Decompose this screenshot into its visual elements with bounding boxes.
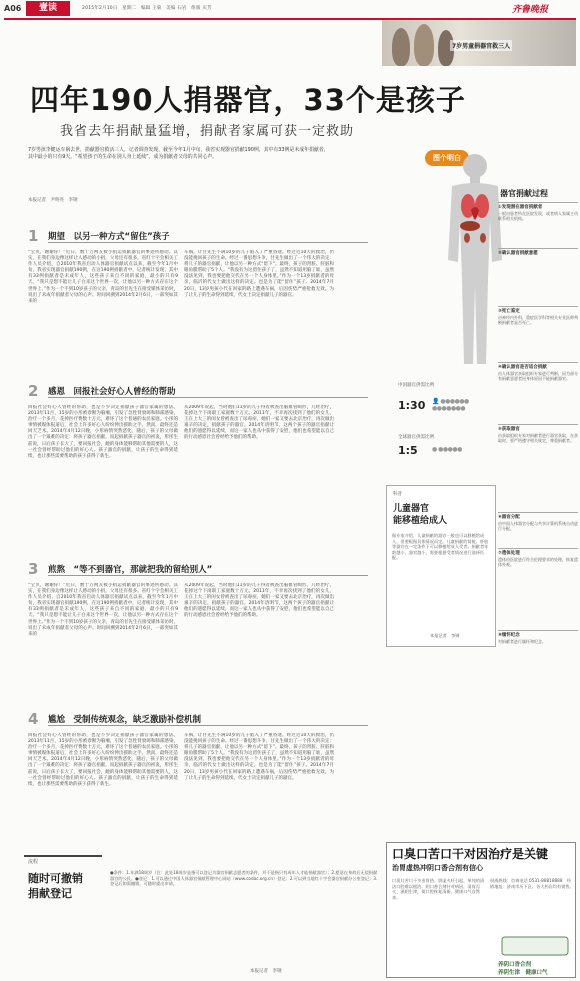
lead-paragraph: 7岁男孩李健运车祸去世，捐献器官救活三人，记者调查发现，截至今年1月中旬，我省实现器官捐献190例，其中有33例是未成年捐献者，其中最小的只有9天。“希望孩子的生命在别人身上延续”，成为捐献者父母的共同心声。 xyxy=(28,147,329,160)
section-heading-2 xyxy=(28,382,388,398)
process-step xyxy=(498,548,578,568)
process-step xyxy=(498,512,578,532)
process-step xyxy=(498,248,578,257)
section-heading-1 xyxy=(28,227,388,243)
ad-subtitle: 治胃虚热冲阴口香合剂有信心 xyxy=(392,864,483,872)
people-icons: ● ●●●●● xyxy=(432,446,462,453)
process-step xyxy=(498,424,578,444)
step-label: ③死亡鉴定 xyxy=(498,309,520,314)
step-description: 由人体器官获取组织专家进行判断，因为部分有捐献意愿者因身体原因不能捐献器官。 xyxy=(498,371,578,382)
page-number: A06 xyxy=(4,4,22,13)
step-label: ①发现潜在器官捐献者 xyxy=(498,205,543,210)
world-ratio-value: 1:5 xyxy=(398,444,418,457)
people-icons: 👤 ●●●●●● ●●●●●●● xyxy=(432,398,469,412)
section-title: 感恩 回报社会好心人曾经的帮助 xyxy=(48,387,176,397)
article-column: “宝贝，谢谢你！”近日，数十万网友被小捐运捐献器官的事迹所感动。其实，在我们身边像这样让人感动的小捐，父母还有很多。省红十字会相关工作人员介绍，自2010年我省启动人体器官捐献试点以来，截至今年1月中旬，我省实现器官捐献190例，在这190例捐献者中，记者统计发现，其中有33例捐献者是未成年人，这些孩子来自不同的家庭，最小的只有9天。“我只是想不能让儿子白来这个世界一次，让他以另一种方式存在这个世界上。”作为一个不到10岁孩子的父亲，青岛的甘先生在接受媒体采访时，说出了未成年捐献者父母的心声。时间回溯到2014年2月6日，一部突如其来的 xyxy=(28,250,178,304)
product-bottle-icon xyxy=(498,935,572,957)
headline: 四年190人捐器官，33个是孩子 xyxy=(30,83,466,117)
process-step xyxy=(498,630,578,644)
article-column: 从2009年说起，当时他们11岁的儿子得者被查出脑血管畸形，几经治疗，花掉这个下岗职工家庭数十万元。2011年，不幸再次找到了他们的女儿，王在上大三的闺女曾被查出了尿毒症，她们一家又要去北京治疗，再次做出艰辛的决定，捐献孩子的器官。2014年清明节，这两个孩子的器官捐献让他们的遗愿得以延续，而这一家人也从中获得了安慰，他们也希望能以自己的行动感恩社会曾经给予他们的帮助。 xyxy=(184,583,334,619)
sidebar-body: 据专家介绍，儿童捐献的器官一般也可以移植给成人，但要根据具体情况而定。儿童捐献的肾脏、肝脏等器官在一定条件下可以移植给成人受者。捐献者年龄越小，器官越小，需要根据受者情况进行选择匹配。 xyxy=(392,533,489,561)
sidebar-kicker: 科普 xyxy=(393,492,402,497)
section-title: 期望 以另一种方式“留住”孩子 xyxy=(48,232,170,242)
article-column: 回报社会好心人曾经的帮助，也是不少决定捐献孩子器官家属的想法。2013年11月，15岁的小彤被诊断为脑瘤，引发了急性肾衰竭和肺部感染，治疗一个多月，花掉医疗费数十万元，难坏了这个普通的农民家庭。小彤的事情被媒体报道后，社会上许多好心人纷纷伸出援助之手，然而，最终还是回天乏术。2014年4月12日晚，小彤病情突然恶化，随后，孩子的父母做出了一个艰难的决定：将孩子器官捐献，说起捐献孩子器官的初衷，彤彤生前说，日后孩子长大了，要回报社会，她的身体能够帮助其他需要的人，这一社会曾经帮助过他们的好心人。孩子器官的捐献，让孩子的生命得到延续，也让那些需要帮助的孩子获得了新生。 xyxy=(28,733,178,787)
section-title: 尴尬 受制传统观念，缺乏激励补偿机制 xyxy=(48,715,202,725)
process-step xyxy=(498,306,578,326)
info-graphic-tag: 图个明白 xyxy=(425,150,469,166)
section-heading-4 xyxy=(28,710,388,726)
process-step xyxy=(498,202,578,222)
section-number: 1 xyxy=(28,227,39,245)
step-description: 由神经内外科、重症医学科等相关专业医师判断捐献者是否死亡。 xyxy=(498,315,578,326)
ad-contact: 权威热线：咨询电话 0531-88818888 经销地址：济南市历下区。各大药店均有销售。 xyxy=(490,878,574,889)
ad-product-box xyxy=(498,935,572,977)
process-step xyxy=(498,362,578,382)
step-label: ②确认器官捐献意愿 xyxy=(498,251,538,256)
step-label: ⑦遗体处理 xyxy=(498,551,520,556)
process-title: 器官捐献过程 xyxy=(500,189,548,198)
article-column: “宝贝，谢谢你！”近日，数十万网友被小捐运捐献器官的事迹所感动。其实，在我们身边像这样让人感动的小捐，父母还有很多。省红十字会相关工作人员介绍，自2010年我省启动人体器官捐献试点以来，截至今年1月中旬，我省实现器官捐献190例，在这190例捐献者中，记者统计发现，其中有33例捐献者是未成年人，这些孩子来自不同的家庭，最小的只有9天。“我只是想不能让儿子白来这个世界一次，让他以另一种方式存在这个世界上。”作为一个不到10岁孩子的父亲，青岛的甘先生在接受媒体采访时，说出了未成年捐献者父母的心声。时间回溯到2014年2月6日，一部突如其来的 xyxy=(28,583,178,637)
china-ratio-value: 1:30 xyxy=(398,399,426,412)
bottom-byline: 本报记者 李钢 xyxy=(250,969,282,974)
section-number: 2 xyxy=(28,382,39,400)
section-number: 4 xyxy=(28,710,39,728)
byline: 本报记者 尹明亮 李钢 xyxy=(28,198,78,203)
step-label: ⑥器官分配 xyxy=(498,515,520,520)
article-column: 车祸，让甘先生不满10岁的儿子陷入了严重昏迷。经过近10天的救治，仍没能挽回孩子的生命。经过一番思想斗争，甘先生做出了一个伟大的决定：将儿子的器官捐献，让他以另一种方式“留下”。最终，孩子的肾脏、肝脏和眼角膜帮助了5个人。“我没有为这留住孩子了，虽然不知道用脑了谁，虽然没法见到，我也要把他交代在另一个人身体里。”作为一个13岁捐献者的母亲，临沂的代女士做出这样的决定。也是为了能“留住”孩子。2014年7月20日，13岁男孩小代在回家的路上遭遇车祸，后因伤势严重抢救无效。为了让儿子的生命得到延续，代女士决定捐献儿子的器官。 xyxy=(184,733,334,781)
section-title: 煎熬 “等不到器官，那就把我的留给别人” xyxy=(48,565,213,575)
step-description: 一般由患者所在医院发现，或者病人家属主动联系相关机构。 xyxy=(498,211,578,222)
section-number: 3 xyxy=(28,560,39,578)
process-box-title: 随时可撤销 捐献登记 xyxy=(28,872,83,900)
china-ratio-title: 中国器官供需比例 xyxy=(398,383,434,388)
article-column: 回报社会好心人曾经的帮助，也是不少决定捐献孩子器官家属的想法。2013年11月，15岁的小彤被诊断为脑瘤，引发了急性肾衰竭和肺部感染，治疗一个多月，花掉医疗费数十万元，难坏了这个普通的农民家庭。小彤的事情被媒体报道后，社会上许多好心人纷纷伸出援助之手，然而，最终还是回天乏术。2014年4月12日晚，小彤病情突然恶化，随后，孩子的父母做出了一个艰难的决定：将孩子器官捐献，说起捐献孩子器官的初衷，彤彤生前说，日后孩子长大了，要回报社会，她的身体能够帮助其他需要的人，这一社会曾经帮助过他们的好心人。孩子器官的捐献，让孩子的生命得到延续，也让那些需要帮助的孩子获得了新生。 xyxy=(28,405,178,459)
human-body-organ-figure xyxy=(440,150,510,368)
registration-notice: ●条件：1.年满18周岁（注：此处18周岁是指可以登记为器官捐献志愿者的条件，并不是指只有成年人才能捐献器官）；2.愿意在身故后无偿捐献器官的公民。●登记：1.可以通过中国人体器官捐献管理中心网站（www.codac.org.cn）登记；2.可以到当地红十字会器官捐献办公室登记；3.登记后如需撤销，可随时提出申请。 xyxy=(110,870,378,887)
ad-body: 口臭口苦口干多由胃热、阴虚火旺引起，单纯的清洁口腔难以根治。阴口香合剂针对病因，清胃泻火、滋阴生津，使口腔恢复清新，健康口气自然来。 xyxy=(392,878,485,900)
step-label: ⑧缅怀纪念 xyxy=(498,633,520,638)
process-kicker: 流程 xyxy=(28,859,39,865)
ad-product-label: 养阴口香合剂 养阴生津 健康口气 xyxy=(498,962,548,976)
date-line: 2015年2月10日 星期二 编辑 王菊 美编 石岩 组版 庆芳 xyxy=(82,6,212,11)
step-label: ⑤获取器官 xyxy=(498,427,520,432)
photo-caption: 7岁男童捐器官救三人 xyxy=(450,40,512,51)
step-description: 对捐献者进行缅怀和纪念。 xyxy=(498,639,546,644)
subheadline: 我省去年捐献量猛增，捐献者家属可获一定救助 xyxy=(60,124,355,139)
masthead-logo: 齐鲁晚报 xyxy=(512,5,549,15)
step-description: 由中国人体器官分配与共享计算机系统自动进行分配。 xyxy=(498,521,578,532)
step-description: 由获取组织专家对捐献者进行器官获取，在获取时，要严格遵守相关规定，尊重捐献者。 xyxy=(498,433,578,444)
step-label: ④确认器官是否适合捐献 xyxy=(498,365,547,370)
article-column: 车祸，让甘先生不满10岁的儿子陷入了严重昏迷。经过近10天的救治，仍没能挽回孩子的生命。经过一番思想斗争，甘先生做出了一个伟大的决定：将儿子的器官捐献，让他以另一种方式“留下”。最终，孩子的肾脏、肝脏和眼角膜帮助了5个人。“我没有为这留住孩子了，虽然不知道用脑了谁，虽然没法见到，我也要把他交代在另一个人身体里。”作为一个13岁捐献者的母亲，临沂的代女士做出这样的决定。也是为了能“留住”孩子。2014年7月20日，13岁男孩小代在回家的路上遭遇车祸，后因伤势严重抢救无效。为了让儿子的生命得到延续，代女士决定捐献儿子的器官。 xyxy=(184,250,334,298)
article-column: 从2009年说起，当时他们11岁的儿子得者被查出脑血管畸形，几经治疗，花掉这个下岗职工家庭数十万元。2011年，不幸再次找到了他们的女儿，王在上大三的闺女曾被查出了尿毒症，她们一家又要去北京治疗，再次做出艰辛的决定，捐献孩子的器官。2014年清明节，这两个孩子的器官捐献让他们的遗愿得以延续，而这一家人也从中获得了安慰，他们也希望能以自己的行动感恩社会曾经给予他们的帮助。 xyxy=(184,405,334,441)
step-description: 遗体由医院进行符合伦理要求的处理，恢复遗体外观。 xyxy=(498,557,578,568)
world-ratio-title: 全球器官供需比例 xyxy=(398,435,434,440)
ad-title: 口臭口苦口干对因治疗是关键 xyxy=(392,847,549,861)
section-heading-3 xyxy=(28,560,388,576)
section-tag: 壹读 xyxy=(26,1,70,16)
sidebar-byline: 本报记者 李钢 xyxy=(430,633,460,638)
sidebar-title: 儿童器官 能移植给成人 xyxy=(393,504,448,526)
